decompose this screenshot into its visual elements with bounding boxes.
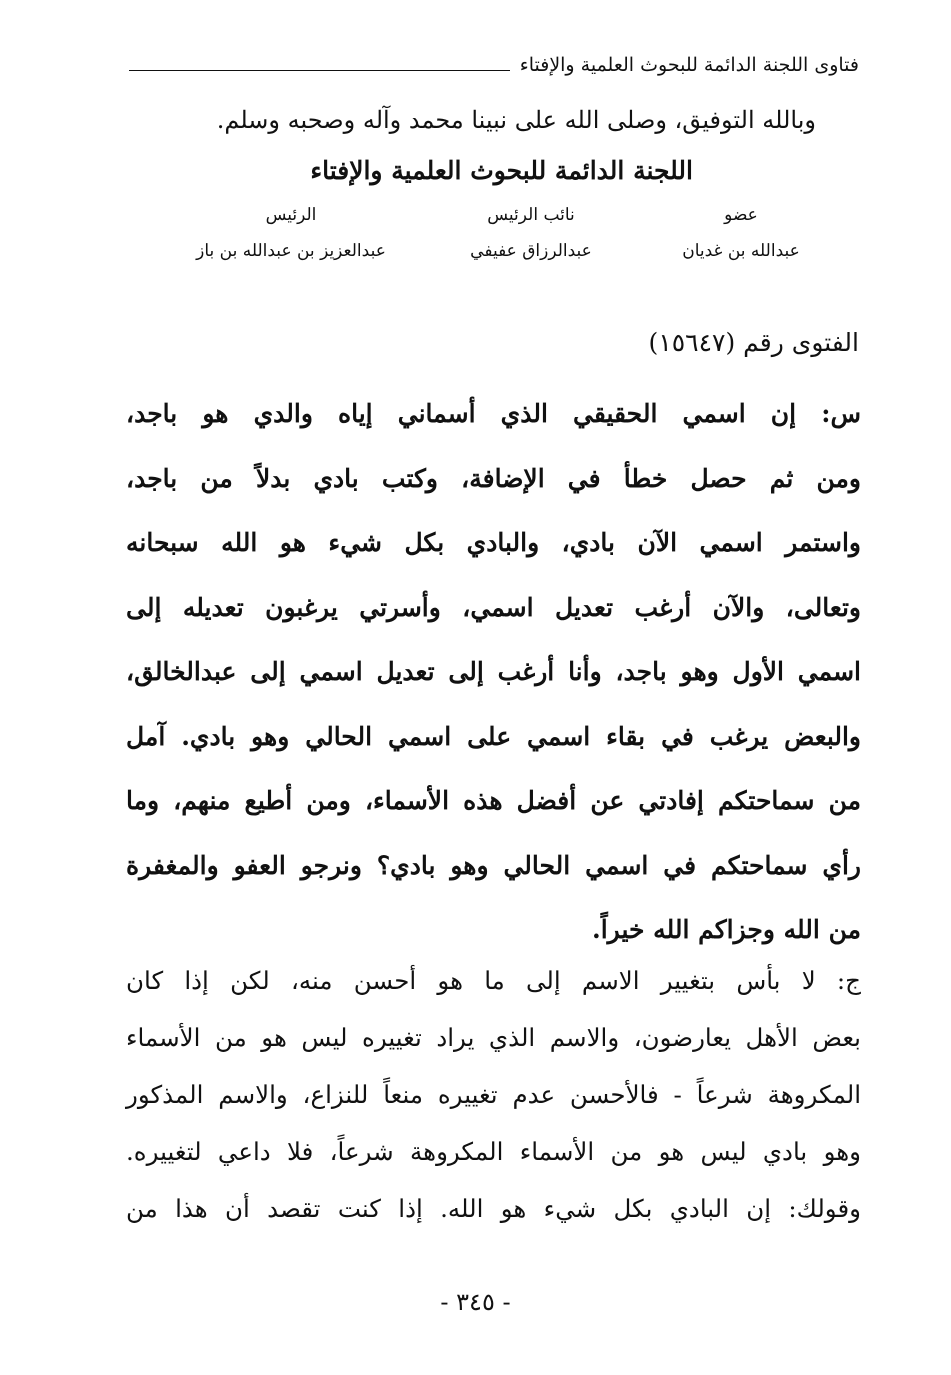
question-line: اسمي الأول وهو باجد، وأنا أرغب إلى تعديل اسمي إلى عبدالخالق، xyxy=(126,657,861,686)
page-number: - ٣٤٥ - xyxy=(440,1288,511,1316)
signatory-name: عبدالله بن غديان xyxy=(682,241,800,261)
signatory-vice-chairman xyxy=(451,205,611,261)
header-rule xyxy=(129,70,510,71)
signatory-role: الرئيس xyxy=(265,205,317,225)
answer-line: ج: لا بأس بتغيير الاسم إلى ما هو أحسن منه، لكن إذا كان xyxy=(126,966,861,995)
running-header-title: فتاوى اللجنة الدائمة للبحوث العلمية والإفتاء xyxy=(519,54,859,76)
fatwa-number: الفتوى رقم (١٥٦٤٧) xyxy=(648,328,859,357)
signatory-chairman xyxy=(176,205,406,261)
question-line: والبعض يرغب في بقاء اسمي على اسمي الحالي وهو بادي. آمل xyxy=(126,721,861,751)
closing-phrase: وبالله التوفيق، وصلى الله على نبينا محمد وآله وصحبه وسلم. xyxy=(216,106,816,134)
question-line: وتعالى، والآن أرغب تعديل اسمي، وأسرتي يرغبون تعديله إلى xyxy=(126,592,861,622)
question-line: من الله وجزاكم الله خيراً. xyxy=(592,915,861,944)
answer-line: المكروهة شرعاً - فالأحسن عدم تغييره منعاً للنزاع، والاسم المذكور xyxy=(126,1080,861,1109)
running-header xyxy=(129,54,859,76)
signatory-role: عضو xyxy=(724,205,758,225)
signatory-role: نائب الرئيس xyxy=(487,205,575,225)
answer-paragraph xyxy=(126,952,861,1237)
committee-title: اللجنة الدائمة للبحوث العلمية والإفتاء xyxy=(310,156,693,185)
question-line: من سماحتكم إفادتي عن أفضل هذه الأسماء، ومن أطيع منهم، وما xyxy=(126,786,861,815)
question-line: رأي سماحتكم في اسمي الحالي وهو بادي؟ ونرجو العفو والمغفرة xyxy=(126,850,861,880)
signatures-block xyxy=(131,205,811,285)
answer-line: وقولك: إن البادي بكل شيء هو الله. إذا كنت تقصد أن هذا من xyxy=(126,1194,861,1223)
answer-line: بعض الأهل يعارضون، والاسم الذي يراد تغييره ليس هو من الأسماء xyxy=(126,1023,861,1052)
question-paragraph xyxy=(126,382,861,963)
signatory-name: عبدالرزاق عفيفي xyxy=(470,241,592,261)
signatory-member xyxy=(671,205,811,261)
answer-line: وهو بادي ليس هو من الأسماء المكروهة شرعاً، فلا داعي لتغييره. xyxy=(126,1137,861,1166)
question-line: واستمر اسمي الآن بادي، والبادي بكل شيء هو الله سبحانه xyxy=(126,528,861,557)
question-line: ومن ثم حصل خطأ في الإضافة، وكتب بادي بدلاً من باجد، xyxy=(126,463,861,493)
signatory-name: عبدالعزيز بن عبدالله بن باز xyxy=(196,241,386,261)
question-line: س: إن اسمي الحقيقي الذي أسماني إياه والدي هو باجد، xyxy=(126,399,861,428)
